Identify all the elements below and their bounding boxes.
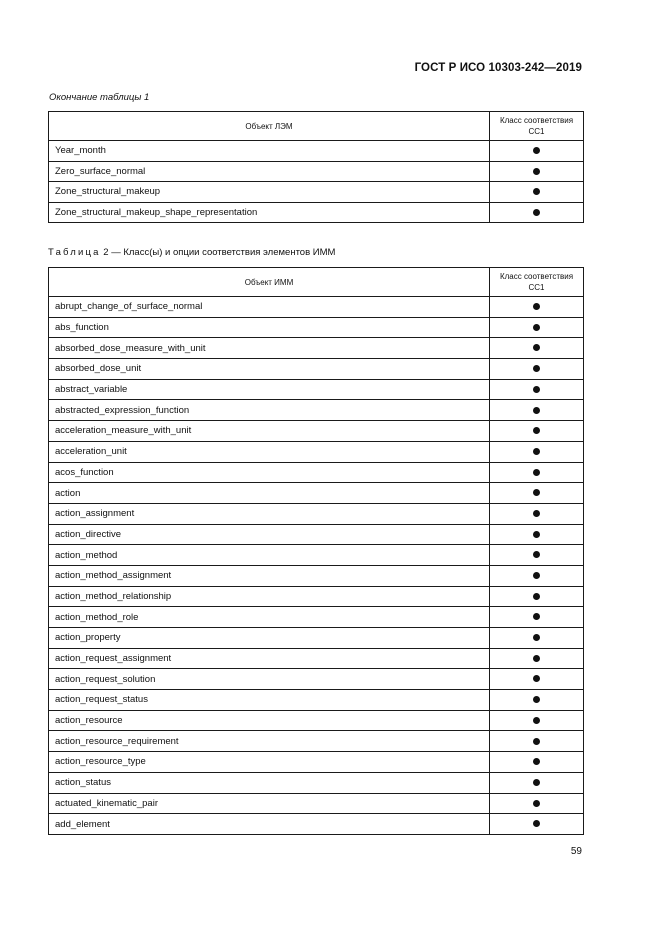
table-row [49, 545, 584, 566]
entity-name-cell: action_directive [49, 524, 490, 545]
conformance-table-2 [48, 267, 584, 835]
table-row [49, 752, 584, 773]
entity-name-cell: Zone_structural_makeup [49, 182, 490, 203]
column-header-class-line2: СС1 [528, 283, 545, 292]
conformance-cell [490, 182, 584, 203]
conformance-table-1 [48, 111, 584, 223]
filled-circle-icon [533, 168, 540, 175]
entity-name-cell: action_resource_type [49, 752, 490, 773]
conformance-cell [490, 379, 584, 400]
entity-name-cell: action_status [49, 772, 490, 793]
table2-body [49, 297, 584, 835]
column-header-object: Объект ЛЭМ [49, 112, 490, 141]
page-number: 59 [570, 846, 582, 857]
table-row [49, 793, 584, 814]
filled-circle-icon [533, 147, 540, 154]
table-row [49, 565, 584, 586]
entity-name-cell: action [49, 483, 490, 504]
conformance-cell [490, 710, 584, 731]
conformance-cell [490, 752, 584, 773]
table-row [49, 202, 584, 223]
table-row [49, 421, 584, 442]
conformance-cell [490, 607, 584, 628]
filled-circle-icon [533, 696, 540, 703]
entity-name-cell: actuated_kinematic_pair [49, 793, 490, 814]
entity-name-cell: Zone_structural_makeup_shape_representation [49, 202, 490, 223]
filled-circle-icon [533, 593, 540, 600]
table-row [49, 317, 584, 338]
filled-circle-icon [533, 572, 540, 579]
table-row [49, 400, 584, 421]
conformance-cell [490, 317, 584, 338]
filled-circle-icon [533, 800, 540, 807]
table-row [49, 483, 584, 504]
entity-name-cell: action_method_role [49, 607, 490, 628]
conformance-cell [490, 772, 584, 793]
entity-name-cell: action_request_status [49, 690, 490, 711]
table-row [49, 379, 584, 400]
conformance-cell [490, 297, 584, 318]
entity-name-cell: Year_month [49, 141, 490, 162]
filled-circle-icon [533, 427, 540, 434]
table-row [49, 586, 584, 607]
table-row [49, 141, 584, 162]
table-row [49, 731, 584, 752]
entity-name-cell: action_property [49, 628, 490, 649]
conformance-cell [490, 441, 584, 462]
conformance-cell [490, 462, 584, 483]
column-header-object: Объект ИММ [49, 268, 490, 297]
column-header-class-line1: Класс соответствия [499, 116, 574, 125]
conformance-cell [490, 202, 584, 223]
filled-circle-icon [533, 531, 540, 538]
conformance-cell [490, 628, 584, 649]
table2-caption-label: Таблица [48, 247, 101, 258]
entity-name-cell: action_assignment [49, 503, 490, 524]
table2-caption [48, 247, 335, 258]
conformance-cell [490, 565, 584, 586]
entity-name-cell: abstracted_expression_function [49, 400, 490, 421]
filled-circle-icon [533, 738, 540, 745]
table1-body [49, 141, 584, 223]
filled-circle-icon [533, 820, 540, 827]
entity-name-cell: action_request_assignment [49, 648, 490, 669]
entity-name-cell: acos_function [49, 462, 490, 483]
entity-name-cell: acceleration_measure_with_unit [49, 421, 490, 442]
conformance-cell [490, 524, 584, 545]
table-row [49, 628, 584, 649]
table-row [49, 338, 584, 359]
filled-circle-icon [533, 188, 540, 195]
conformance-cell [490, 814, 584, 835]
table-row [49, 462, 584, 483]
filled-circle-icon [533, 551, 540, 558]
table-row [49, 161, 584, 182]
table-header-row [49, 268, 584, 297]
entity-name-cell: abrupt_change_of_surface_normal [49, 297, 490, 318]
entity-name-cell: abstract_variable [49, 379, 490, 400]
conformance-cell [490, 545, 584, 566]
entity-name-cell: abs_function [49, 317, 490, 338]
table-row [49, 182, 584, 203]
filled-circle-icon [533, 634, 540, 641]
table-row [49, 814, 584, 835]
entity-name-cell: action_method_assignment [49, 565, 490, 586]
document-id: ГОСТ Р ИСО 10303-242—2019 [414, 62, 582, 74]
filled-circle-icon [533, 779, 540, 786]
entity-name-cell: action_request_solution [49, 669, 490, 690]
filled-circle-icon [533, 365, 540, 372]
conformance-cell [490, 359, 584, 380]
filled-circle-icon [533, 613, 540, 620]
filled-circle-icon [533, 386, 540, 393]
filled-circle-icon [533, 344, 540, 351]
entity-name-cell: action_resource_requirement [49, 731, 490, 752]
entity-name-cell: absorbed_dose_unit [49, 359, 490, 380]
column-header-class [490, 112, 584, 141]
filled-circle-icon [533, 303, 540, 310]
entity-name-cell: action_resource [49, 710, 490, 731]
table-row [49, 503, 584, 524]
filled-circle-icon [533, 510, 540, 517]
table-header-row [49, 112, 584, 141]
filled-circle-icon [533, 489, 540, 496]
table2-caption-text: 2 — Класс(ы) и опции соответствия элементов ИММ [103, 247, 336, 258]
entity-name-cell: Zero_surface_normal [49, 161, 490, 182]
table-row [49, 441, 584, 462]
filled-circle-icon [533, 324, 540, 331]
filled-circle-icon [533, 448, 540, 455]
conformance-cell [490, 690, 584, 711]
filled-circle-icon [533, 717, 540, 724]
table-row [49, 690, 584, 711]
conformance-cell [490, 648, 584, 669]
table-row [49, 772, 584, 793]
conformance-cell [490, 731, 584, 752]
conformance-cell [490, 421, 584, 442]
conformance-cell [490, 161, 584, 182]
conformance-cell [490, 586, 584, 607]
conformance-cell [490, 503, 584, 524]
filled-circle-icon [533, 469, 540, 476]
table-row [49, 648, 584, 669]
table-row [49, 710, 584, 731]
column-header-class [490, 268, 584, 297]
table-row [49, 607, 584, 628]
table-row [49, 669, 584, 690]
table-row [49, 359, 584, 380]
table-row [49, 524, 584, 545]
entity-name-cell: action_method_relationship [49, 586, 490, 607]
conformance-cell [490, 338, 584, 359]
conformance-cell [490, 400, 584, 421]
conformance-cell [490, 669, 584, 690]
filled-circle-icon [533, 758, 540, 765]
filled-circle-icon [533, 407, 540, 414]
entity-name-cell: action_method [49, 545, 490, 566]
entity-name-cell: absorbed_dose_measure_with_unit [49, 338, 490, 359]
table-row [49, 297, 584, 318]
conformance-cell [490, 793, 584, 814]
filled-circle-icon [533, 675, 540, 682]
table1-caption: Окончание таблицы 1 [49, 92, 150, 103]
conformance-cell [490, 141, 584, 162]
column-header-class-line2: СС1 [528, 127, 545, 136]
filled-circle-icon [533, 655, 540, 662]
conformance-cell [490, 483, 584, 504]
entity-name-cell: acceleration_unit [49, 441, 490, 462]
filled-circle-icon [533, 209, 540, 216]
column-header-class-line1: Класс соответствия [499, 272, 574, 281]
entity-name-cell: add_element [49, 814, 490, 835]
